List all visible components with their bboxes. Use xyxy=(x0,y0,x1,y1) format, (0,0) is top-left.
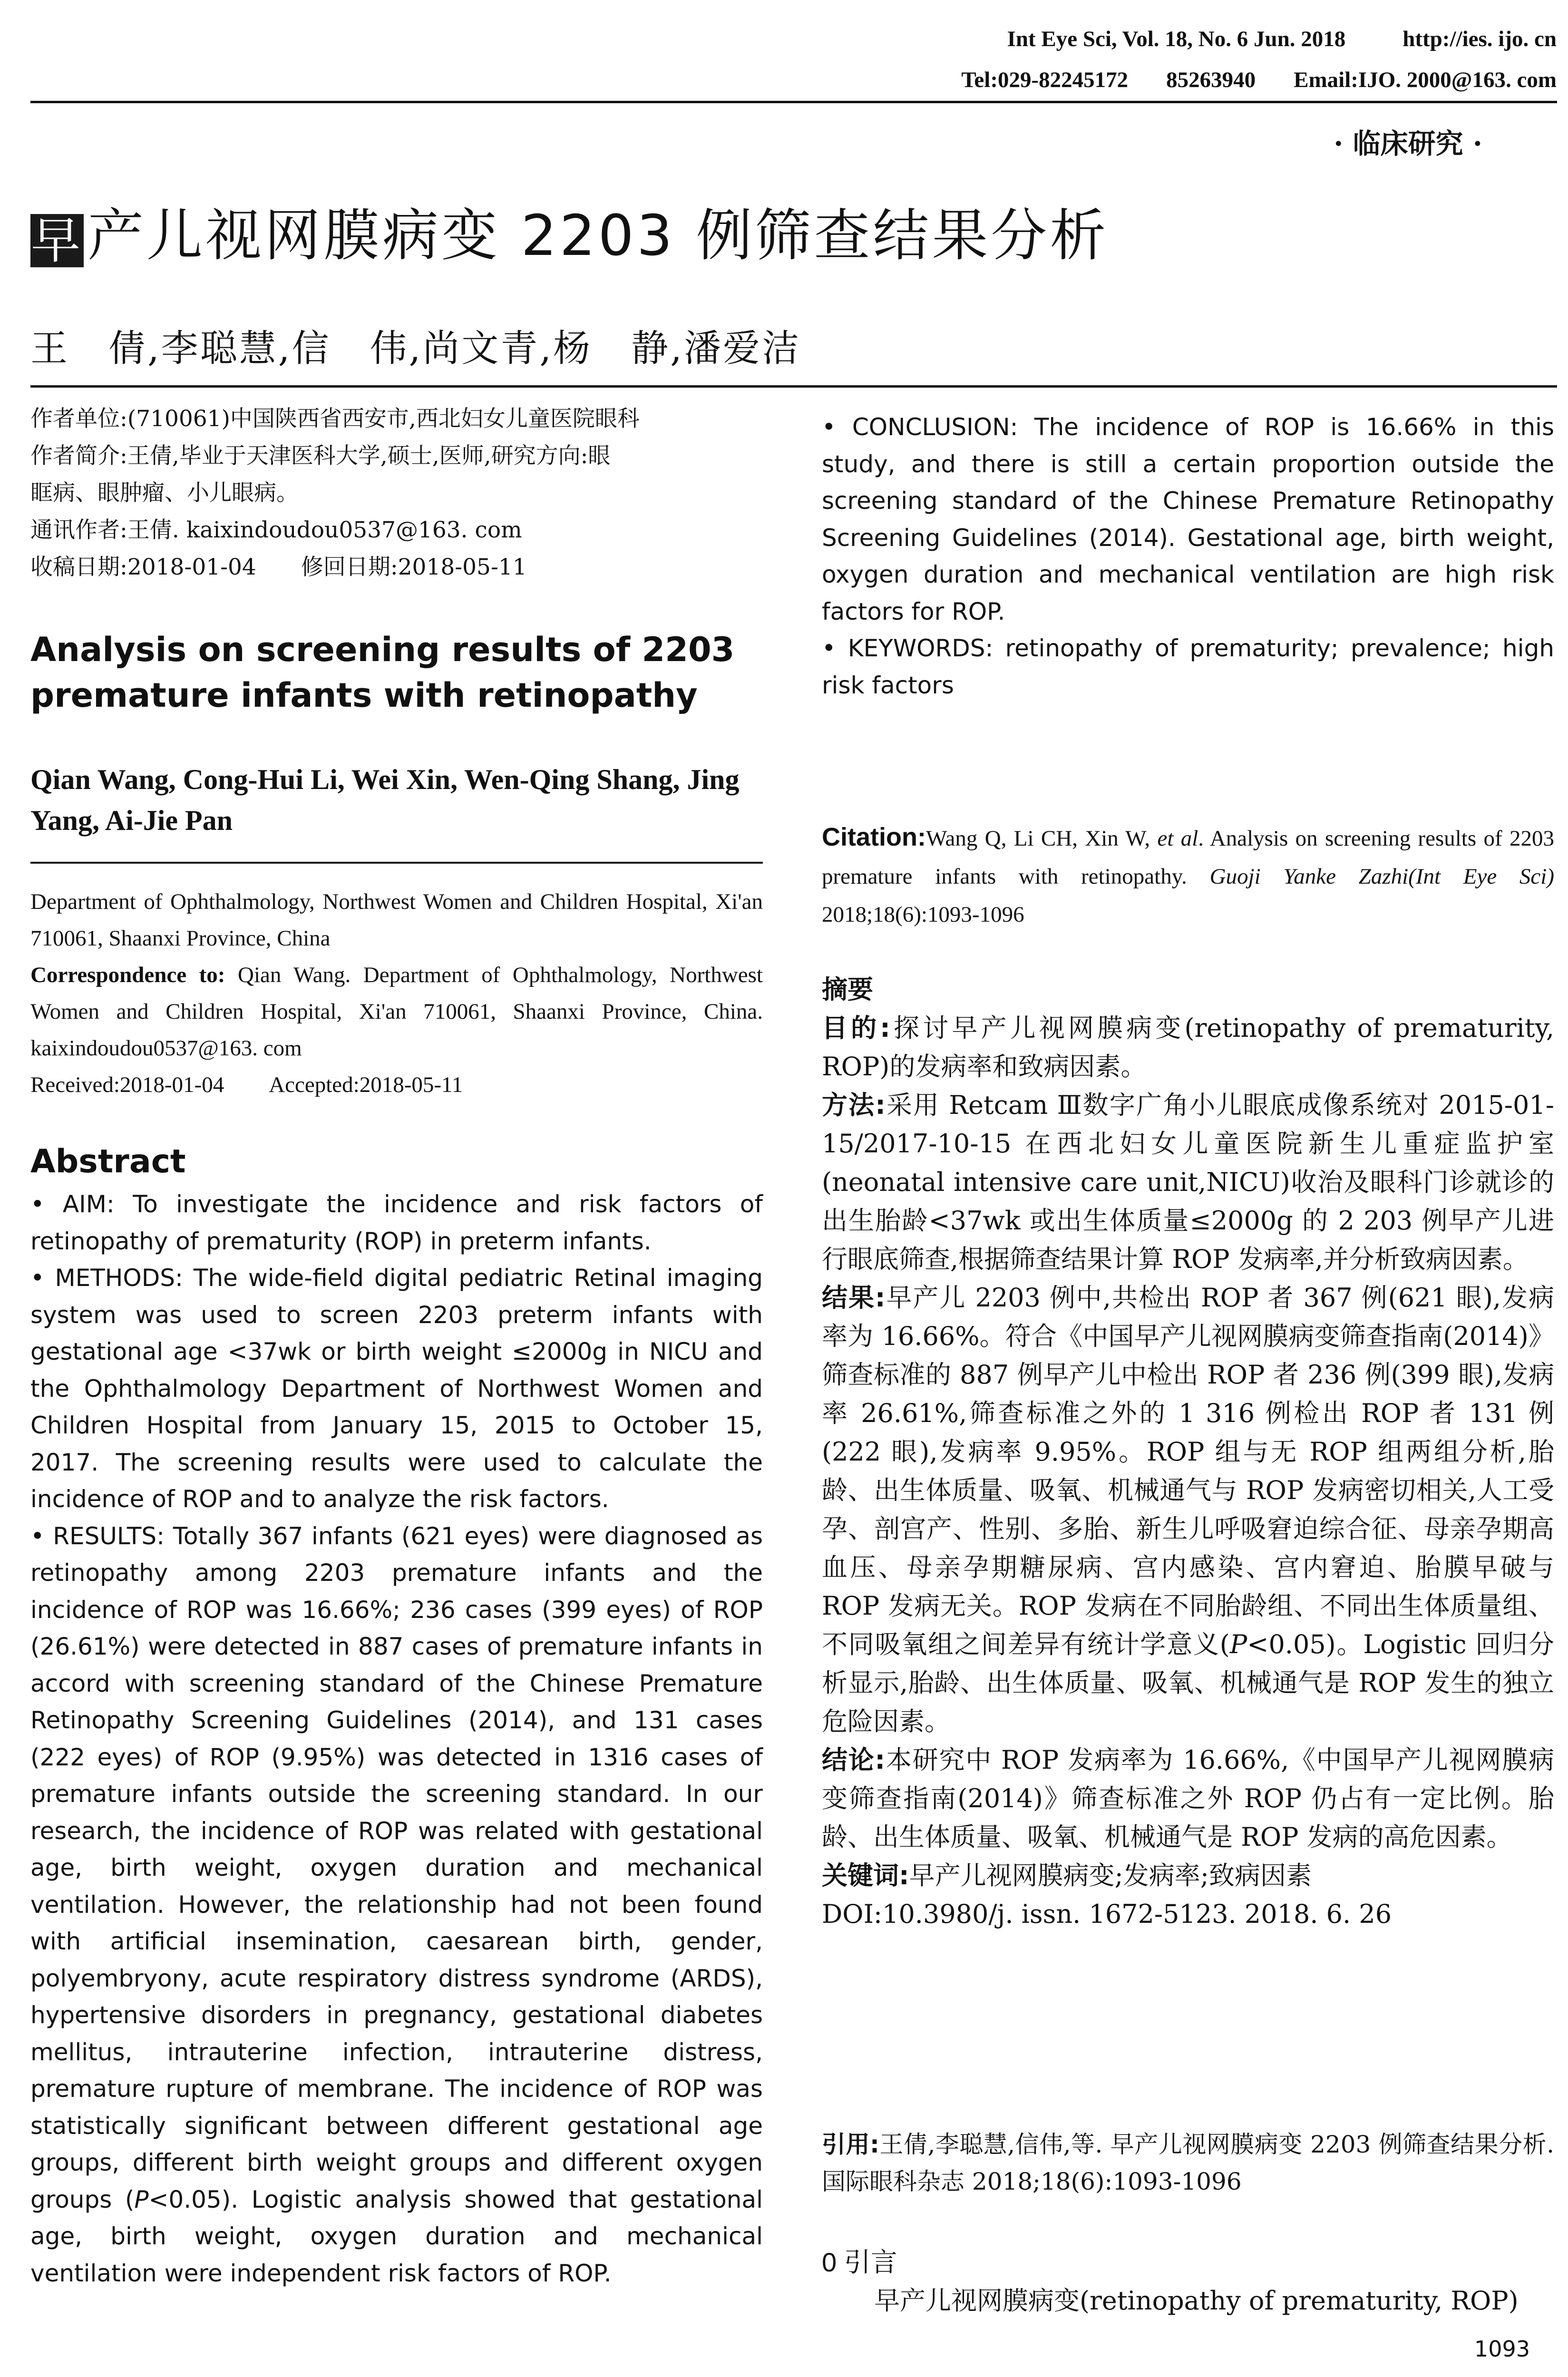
cn-aim-text: 探讨早产儿视网膜病变(retinopathy of prematurity, ROP)的发病率和致病因素。 xyxy=(822,1013,1554,1081)
abstract-results-p: P xyxy=(134,2185,149,2213)
abstract-keywords: • KEYWORDS: retinopathy of prematurity; prevalence; high risk factors xyxy=(822,634,1554,699)
correspondence xyxy=(30,957,763,1067)
author-info xyxy=(30,400,763,586)
author-info-line: 作者单位:(710061)中国陕西省西安市,西北妇女儿童医院眼科 xyxy=(30,406,640,432)
title-mark: 早 xyxy=(30,212,83,270)
author-info-line: 眶病、眼肿瘤、小儿眼病。 xyxy=(30,480,299,506)
cn-doi: DOI:10.3980/j. issn. 1672-5123. 2018. 6. 26 xyxy=(822,1899,1392,1929)
correspondence-label: Correspondence to: xyxy=(30,963,225,987)
cn-results-label: 结果: xyxy=(822,1283,886,1313)
author-info-line: 通讯作者:王倩. kaixindoudou0537@163. com xyxy=(30,517,522,543)
affiliation-block xyxy=(30,884,763,1103)
cn-conclusion-label: 结论: xyxy=(822,1745,886,1775)
cn-results xyxy=(822,1278,1554,1741)
cn-aim xyxy=(822,1009,1554,1086)
author-info-line: 作者简介:王倩,毕业于天津医科大学,硕士,医师,研究方向:眼 xyxy=(30,443,611,469)
journal-tel2: 85263940 xyxy=(1166,68,1256,92)
cn-abstract xyxy=(822,970,1554,1933)
intro-text: 早产儿视网膜病变(retinopathy of prematurity, ROP) xyxy=(874,2286,1519,2316)
citation-label: Citation: xyxy=(822,823,926,851)
abstract-results xyxy=(30,1518,763,2292)
journal-info: Int Eye Sci, Vol. 18, No. 6 Jun. 2018 xyxy=(1007,27,1346,51)
journal-header-line2 xyxy=(961,66,1557,94)
title-rule xyxy=(30,385,1557,388)
correspondence-text: Qian Wang. Department of Ophthalmology, Northwest Women and Children Hospital, Xi'an 710061, Shaanxi Province, China. kaixindoudou0537@163. com xyxy=(30,963,763,1061)
section-tag: · 临床研究 · xyxy=(1334,127,1482,160)
cn-citation-text: 王倩,李聪慧,信伟,等. 早产儿视网膜病变 2203 例筛查结果分析. 国际眼科杂志 2018;18(6):1093-1096 xyxy=(822,2131,1554,2195)
affiliation-rule xyxy=(30,862,763,864)
authors-cn: 王 倩,李聪慧,信 伟,尚文青,杨 静,潘爱洁 xyxy=(30,327,801,370)
abstract-heading: Abstract xyxy=(30,1143,186,1180)
citation-text: Wang Q, Li CH, Xin W, xyxy=(925,826,1158,851)
affiliation-dept: Department of Ophthalmology, Northwest Women and Children Hospital, Xi'an 710061, Shaanxi Province, China xyxy=(30,889,763,951)
citation-text-b: . Analysis on screening results of 2203 premature infants with retinopathy. xyxy=(822,826,1554,889)
journal-email: Email:IJO. 2000@163. com xyxy=(1294,68,1557,92)
header-rule xyxy=(30,101,1557,103)
cn-citation-label: 引用: xyxy=(822,2131,879,2158)
abstract-aim: • AIM: To investigate the incidence and risk factors of retinopathy of prematurity (ROP) in preterm infants. xyxy=(30,1190,763,1255)
cn-results-p: P xyxy=(1229,1629,1247,1659)
intro-section xyxy=(822,2243,1554,2320)
cn-results-text-b: <0.05)。Logistic 回归分析显示,胎龄、出生体质量、吸氧、机械通气是 ROP 发生的独立危险因素。 xyxy=(822,1629,1554,1736)
journal-header-line1 xyxy=(1007,25,1557,53)
journal-tel: Tel:029-82245172 xyxy=(961,68,1129,92)
author-info-line: 收稿日期:2018-01-04 修回日期:2018-05-11 xyxy=(30,554,527,580)
cn-keywords-label: 关键词: xyxy=(822,1861,909,1890)
cn-conclusion-text: 本研究中 ROP 发病率为 16.66%,《中国早产儿视网膜病变筛查指南(2014)》筛查标准之外 ROP 仍占有一定比例。胎龄、出生体质量、吸氧、机械通气是 ROP 发病的高危因素。 xyxy=(822,1745,1554,1852)
cn-citation xyxy=(822,2126,1554,2200)
cn-methods-label: 方法: xyxy=(822,1090,886,1120)
abstract-conclusion: • CONCLUSION: The incidence of ROP is 16.66% in this study, and there is still a certain proportion outside the screening standard of the Chinese Premature Retinopathy Screening Guidelines (2014). Gestational age, birth weight, oxygen duration and mechanical ventilation are high risk factors for ROP. xyxy=(822,413,1554,625)
cn-abstract-heading: 摘要 xyxy=(822,974,873,1004)
cn-keywords-text: 早产儿视网膜病变;发病率;致病因素 xyxy=(909,1861,1312,1890)
english-authors: Qian Wang, Cong-Hui Li, Wei Xin, Wen-Qing Shang, Jing Yang, Ai-Jie Pan xyxy=(30,764,740,836)
english-title: Analysis on screening results of 2203 premature infants with retinopathy xyxy=(30,630,735,715)
citation-text-c: 2018;18(6):1093-1096 xyxy=(822,902,1024,927)
journal-url: http://ies. ijo. cn xyxy=(1402,27,1557,51)
cn-keywords xyxy=(822,1856,1554,1895)
received-dates: Received:2018-01-04 Accepted:2018-05-11 xyxy=(30,1072,463,1097)
citation-etal: et al xyxy=(1157,826,1198,851)
cn-methods-text: 采用 Retcam Ⅲ数字广角小儿眼底成像系统对 2015-01-15/2017-10-15 在西北妇女儿童医院新生儿重症监护室(neonatal intensive care unit,NICU)收治及眼科门诊就诊的出生胎龄<37wk 或出生体质量≤2000g 的 2 203 例早产儿进行眼底筛查,根据筛查结果计算 ROP 发病率,并分析致病因素。 xyxy=(822,1090,1554,1274)
cn-conclusion xyxy=(822,1741,1554,1856)
page-title xyxy=(30,200,1109,271)
abstract-results-text: • RESULTS: Totally 367 infants (621 eyes) were diagnosed as retinopathy among 2203 premature infants and the incidence of ROP was 16.66%; 236 cases (399 eyes) of ROP (26.61%) were detected in 887 cases of premature infants in accord with screening standard of the Chinese Premature Retinopathy Screening Guidelines (2014), and 131 cases (222 eyes) of ROP (9.95%) was detected in 1316 cases of premature infants outside the screening standard. In our research, the incidence of ROP was related with gestational age, birth weight, oxygen duration and mechanical ventilation. However, the relationship had not been found with artificial insemination, caesarean birth, gender, polyembryony, acute respiratory distress syndrome (ARDS), hypertensive disorders in pregnancy, gestational diabetes mellitus, intrauterine infection, intrauterine distress, premature rupture of membrane. The incidence of ROP was statistically significant between different gestational age groups, different birth weight groups and different oxygen groups ( xyxy=(30,1522,763,2213)
abstract-results-text-b: <0.05). Logistic analysis showed that gestational age, birth weight, oxygen duration and mechanical ventilation were independent risk factors of ROP. xyxy=(30,2185,763,2287)
citation-block xyxy=(822,818,1554,934)
page-number: 1093 xyxy=(1474,2336,1530,2362)
title-text: 产儿视网膜病变 2203 例筛查结果分析 xyxy=(88,203,1109,268)
cn-results-text: 早产儿 2203 例中,共检出 ROP 者 367 例(621 眼),发病率为 16.66%。符合《中国早产儿视网膜病变筛查指南(2014)》筛查标准的 887 例早产儿中检出 ROP 者 236 例(399 眼),发病率 26.61%,筛查标准之外的 1 316 例检出 ROP 者 131 例(222 眼),发病率 9.95%。ROP 组与无 ROP 组两组分析,胎龄、出生体质量、吸氧、机械通气与 ROP 发病密切相关,人工受孕、剖宫产、性别、多胎、新生儿呼吸窘迫综合征、母亲孕期高血压、母亲孕期糖尿病、宫内感染、宫内窘迫、胎膜早破与 ROP 发病无关。ROP 发病在不同胎龄组、不同出生体质量组、不同吸氧组之间差异有统计学意义( xyxy=(822,1283,1554,1659)
cn-methods xyxy=(822,1086,1554,1278)
abstract-methods: • METHODS: The wide-field digital pediatric Retinal imaging system was used to screen 2203 preterm infants with gestational age <37wk or birth weight ≤2000g in NICU and the Ophthalmology Department of Northwest Women and Children Hospital from January 15, 2015 to October 15, 2017. The screening results were used to calculate the incidence of ROP and to analyze the risk factors. xyxy=(30,1264,763,1513)
abstract-continued xyxy=(822,409,1554,704)
citation-journal: Guoji Yanke Zazhi(Int Eye Sci) xyxy=(1209,864,1554,889)
abstract-body xyxy=(30,1186,763,2292)
cn-aim-label: 目的: xyxy=(822,1013,890,1043)
intro-heading: 0 引言 xyxy=(822,2247,897,2277)
